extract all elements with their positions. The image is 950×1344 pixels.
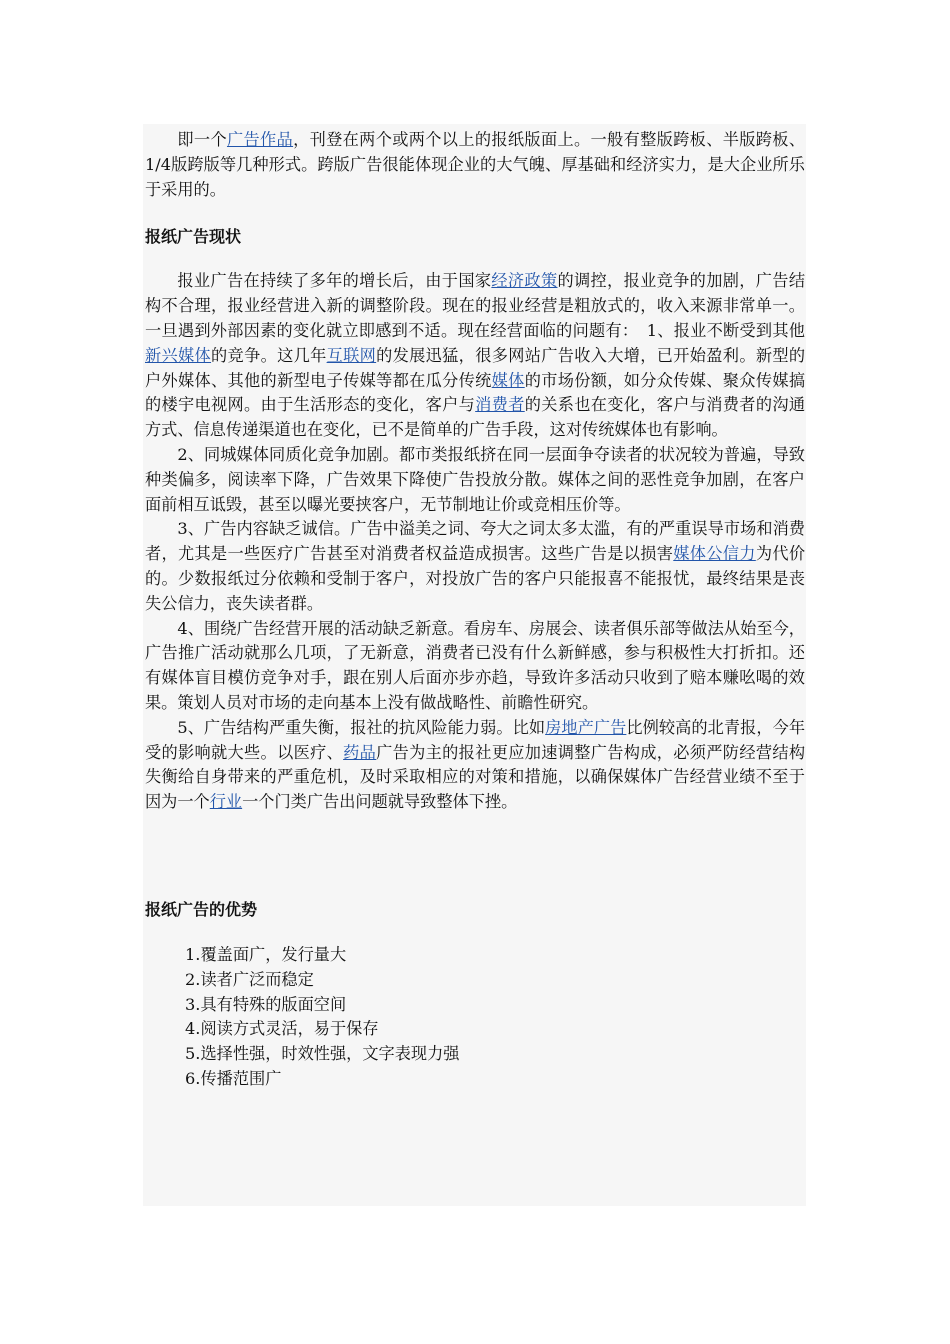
- status-paragraph-5: 5、广告结构严重失衡，报社的抗风险能力弱。比如房地产广告比例较高的北青报，今年受的影响就大些。以医疗、药品广告为主的报社更应加速调整广告构成，必须严防经营结构失衡给自身带来的严重危机，及时采取相应的对策和措施，以确保媒体广告经营业绩不至于因为一个行业一个门类广告出问题就导致整体下挫。: [145, 717, 806, 812]
- advantages-list: [145, 943, 805, 1092]
- intro-paragraph: 即一个广告作品，刊登在两个或两个以上的报纸版面上。一般有整版跨板、半版跨板、1/4版跨版等几种形式。跨版广告很能体现企业的大气魄、厚基础和经济实力，是大企业所乐于采用的。: [145, 130, 806, 199]
- link-consumer[interactable]: 消费者: [475, 395, 525, 415]
- link-ad-works[interactable]: 广告作品: [226, 130, 294, 149]
- status-paragraph-4: 4、围绕广告经营开展的活动缺乏新意。看房车、房展会、读者俱乐部等做法从始至今，广告推广活动就那么几项，了无新意，消费者已没有什么新鲜感，参与积极性大打折扣。还有媒体盲目模仿竞争对手，跟在别人后面亦步亦趋，导致许多活动只收到了赔本赚吆喝的效果。策划人员对市场的走向基本上没有做战略性、前瞻性研究。: [145, 618, 805, 712]
- status-paragraph-2: 2、同城媒体同质化竞争加剧。都市类报纸挤在同一层面争夺读者的状况较为普遍，导致种类偏多，阅读率下降，广告效果下降使广告投放分散。媒体之间的恶性竞争加剧，在客户面前相互诋毁，甚至以曝光要挟客户，无节制地让价或竞相压价等。: [145, 444, 805, 514]
- link-media-credibility[interactable]: 媒体公信力: [673, 544, 756, 564]
- link-internet[interactable]: 互联网: [326, 345, 377, 365]
- link-real-estate-ads[interactable]: 房地产广告: [545, 717, 627, 737]
- status-paragraph-3: 3、广告内容缺乏诚信。广告中溢美之词、夸大之词太多太滥，有的严重误导市场和消费者，尤其是一些医疗广告甚至对消费者权益造成损害。这些广告是以损害媒体公信力为代价的。少数报纸过分依赖和受制于客户，对投放广告的客户只能报喜不能报忧，最终结果是丧失公信力，丧失读者群。: [145, 519, 806, 613]
- list-item: 6.传播范围广: [185, 1068, 282, 1088]
- status-paragraph-1: 报业广告在持续了多年的增长后，由于国家经济政策的调控，报业竞争的加剧，广告结构不合理，报业经营进入新的调整阶段。现在的报业经营是粗放式的，收入来源非常单一。一旦遇到外部因素的变化就立即感到不适。现在经营面临的问题有： 1、报业不断受到其他新兴媒体的竞争。这几年互联网的发展迅猛，很多网站广告收入大增，已开始盈利。新型的户外媒体、其他的新型电子传媒等都在瓜分传统媒体的市场份额，如分众传媒、聚众传媒搞的楼宇电视网。由于生活形态的变化，客户与消费者的关系也在变化，客户与消费者的沟通方式、信息传递渠道也在变化，已不是简单的广告手段，这对传统媒体也有影响。: [145, 271, 806, 440]
- list-item: 1.覆盖面广，发行量大: [185, 944, 347, 964]
- list-item: 5.选择性强，时效性强，文字表现力强: [185, 1044, 460, 1064]
- link-media[interactable]: 媒体: [491, 370, 525, 390]
- article-content: [145, 128, 805, 1092]
- section-heading-status: 报纸广告现状: [145, 227, 242, 247]
- list-item: 2.读者广泛而稳定: [185, 969, 314, 989]
- list-item: 4.阅读方式灵活，易于保存: [185, 1019, 379, 1039]
- link-medicine[interactable]: 药品: [343, 742, 377, 762]
- list-item: 3.具有特殊的版面空间: [185, 994, 347, 1014]
- link-industry[interactable]: 行业: [209, 792, 243, 812]
- link-new-media[interactable]: 新兴媒体: [145, 345, 212, 365]
- link-economic-policy[interactable]: 经济政策: [491, 271, 558, 291]
- section-heading-advantages: 报纸广告的优势: [145, 899, 258, 919]
